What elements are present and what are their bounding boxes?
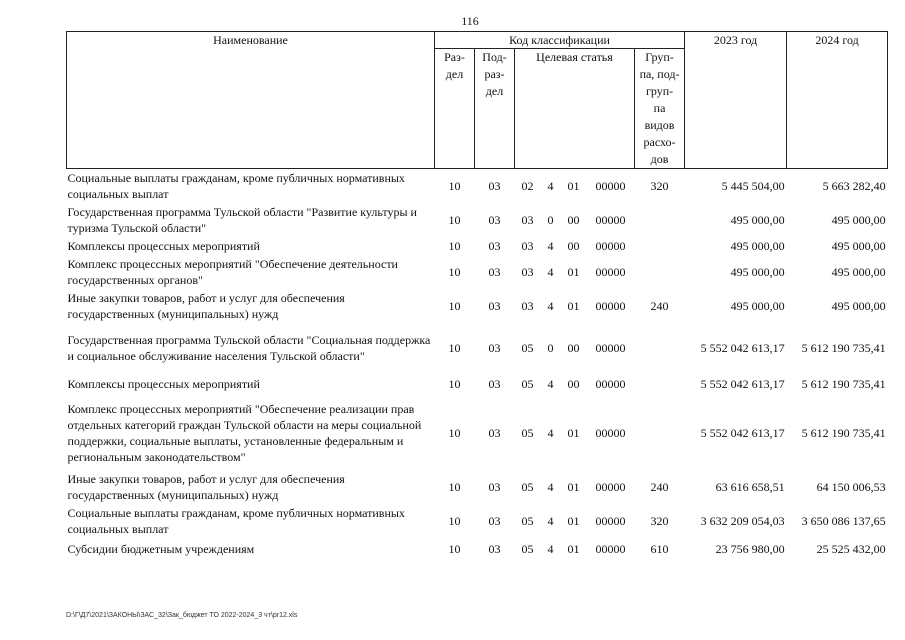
amount-2024: 495 000,00 [831, 239, 886, 253]
table-row [67, 289, 888, 323]
expense-code: 00000 [595, 514, 626, 528]
direction-code: 4 [547, 179, 554, 193]
program-code: 03 [521, 265, 534, 279]
amount-2023: 5 445 504,00 [721, 179, 785, 193]
section-code: 10 [448, 377, 461, 391]
amount-2024: 5 663 282,40 [822, 179, 886, 193]
row-name: Иные закупки товаров, работ и услуг для обеспечения государственных (муниципальных) нужд [67, 472, 345, 502]
event-code: 00 [567, 213, 580, 227]
amount-2023: 23 756 980,00 [715, 542, 785, 556]
event-code: 01 [567, 542, 580, 556]
event-code: 01 [567, 480, 580, 494]
amount-2024: 5 612 190 735,41 [801, 377, 886, 391]
subsection-code: 03 [488, 377, 501, 391]
direction-code: 4 [547, 265, 554, 279]
table-row [67, 504, 888, 538]
program-code: 05 [521, 377, 534, 391]
header-classification: Код классификации [435, 32, 685, 49]
direction-code: 0 [547, 340, 554, 355]
table-row [67, 470, 888, 504]
table-row [67, 538, 888, 560]
amount-2023: 495 000,00 [730, 265, 785, 279]
amount-2024: 495 000,00 [831, 299, 886, 313]
direction-code: 4 [547, 299, 554, 313]
header-name: Наименование [67, 32, 435, 169]
subsection-code: 03 [488, 239, 501, 253]
header-subsection: Под- раз- дел [475, 49, 515, 169]
row-name: Государственная программа Тульской области "Развитие культуры и туризма Тульской области" [67, 205, 417, 235]
table-row [67, 255, 888, 289]
row-name: Комплекс процессных мероприятий "Обеспечение деятельности государственных органов" [67, 257, 398, 287]
row-name: Комплекс процессных мероприятий "Обеспечение реализации прав отдельных категорий граждан Тульской области на меры социальной поддержки, социальные выплаты, установленные федеральным и региональным законодательством" [67, 402, 422, 464]
section-code: 10 [448, 514, 461, 528]
event-code: 01 [567, 514, 580, 528]
header-year-2023: 2023 год [685, 32, 787, 169]
section-code: 10 [448, 542, 461, 556]
expense-type-code: 320 [650, 514, 669, 528]
direction-code: 4 [547, 542, 554, 556]
row-name: Социальные выплаты гражданам, кроме публичных нормативных социальных выплат [67, 506, 405, 536]
event-code: 01 [567, 265, 580, 279]
event-code: 01 [567, 426, 580, 440]
expense-code: 00000 [595, 377, 626, 391]
table-row [67, 396, 888, 470]
amount-2024: 495 000,00 [831, 213, 886, 227]
event-code: 01 [567, 179, 580, 193]
section-code: 10 [448, 299, 461, 313]
direction-code: 4 [547, 514, 554, 528]
expense-code: 00000 [595, 299, 626, 313]
page-number: 116 [461, 14, 479, 28]
expense-code: 00000 [595, 426, 626, 440]
amount-2023: 63 616 658,51 [715, 480, 785, 494]
expense-type-code [635, 255, 685, 289]
direction-code: 0 [547, 213, 554, 227]
expense-code: 00000 [595, 480, 626, 494]
program-code: 05 [521, 480, 534, 494]
event-code: 00 [567, 377, 580, 391]
direction-code: 4 [547, 426, 554, 440]
event-code: 00 [567, 239, 580, 253]
direction-code: 4 [547, 377, 554, 391]
program-code: 05 [521, 542, 534, 556]
expense-type-code: 610 [650, 542, 669, 556]
expense-type-code: 320 [650, 179, 669, 193]
header-section: Раз- дел [435, 49, 475, 169]
direction-code: 4 [547, 480, 554, 494]
subsection-code: 03 [488, 179, 501, 193]
expense-type-code [635, 237, 685, 255]
program-code: 02 [521, 179, 534, 193]
amount-2023: 5 552 042 613,17 [700, 377, 785, 391]
section-code: 10 [448, 179, 461, 193]
section-code: 10 [448, 239, 461, 253]
budget-table [66, 31, 888, 560]
section-code: 10 [448, 426, 461, 440]
section-code: 10 [448, 213, 461, 227]
amount-2023: 495 000,00 [730, 213, 785, 227]
expense-code: 00000 [595, 239, 626, 253]
row-name: Комплексы процессных мероприятий [67, 377, 260, 391]
row-name: Социальные выплаты гражданам, кроме публичных нормативных социальных выплат [67, 171, 405, 201]
subsection-code: 03 [488, 480, 501, 494]
amount-2024: 64 150 006,53 [816, 480, 886, 494]
event-code: 00 [567, 340, 580, 355]
expense-code: 00000 [595, 213, 626, 227]
amount-2023: 5 552 042 613,17 [700, 426, 785, 440]
header-expense-group: Груп- па, под- груп- па видов расхо- дов [635, 49, 685, 169]
amount-2023: 5 552 042 613,17 [700, 340, 785, 355]
expense-type-code: 240 [650, 299, 669, 313]
expense-type-code [635, 203, 685, 237]
expense-code: 00000 [595, 179, 626, 193]
expense-type-code [635, 372, 685, 396]
file-path-footer: D:\Г\Д7\2021\ЗАКОНЫ\ЗАС_32\Зак_бюджет ТО 2022-2024_3 чт\pr12.xls [66, 612, 298, 619]
row-name: Государственная программа Тульской области "Социальная поддержка и социальное обслуживание населения Тульской области" [67, 332, 431, 363]
expense-type-code [635, 396, 685, 470]
subsection-code: 03 [488, 340, 501, 355]
table-body [67, 169, 888, 561]
section-code: 10 [448, 480, 461, 494]
subsection-code: 03 [488, 213, 501, 227]
subsection-code: 03 [488, 514, 501, 528]
program-code: 03 [521, 299, 534, 313]
expense-code: 00000 [595, 340, 626, 355]
amount-2024: 5 612 190 735,41 [801, 426, 886, 440]
table-row [67, 169, 888, 204]
amount-2023: 495 000,00 [730, 239, 785, 253]
amount-2023: 495 000,00 [730, 299, 785, 313]
expense-type-code: 240 [650, 480, 669, 494]
header-year-2024: 2024 год [787, 32, 888, 169]
section-code: 10 [448, 265, 461, 279]
direction-code: 4 [547, 239, 554, 253]
header-target-article: Целевая статья [515, 49, 635, 169]
program-code: 05 [521, 426, 534, 440]
expense-code: 00000 [595, 542, 626, 556]
table-row [67, 203, 888, 237]
amount-2024: 25 525 432,00 [816, 542, 886, 556]
table-row [67, 323, 888, 372]
event-code: 01 [567, 299, 580, 313]
section-code: 10 [448, 340, 461, 355]
program-code: 03 [521, 239, 534, 253]
program-code: 05 [521, 514, 534, 528]
program-code: 05 [521, 340, 534, 355]
expense-type-code [635, 323, 685, 372]
row-name: Иные закупки товаров, работ и услуг для обеспечения государственных (муниципальных) нужд [67, 291, 345, 321]
subsection-code: 03 [488, 542, 501, 556]
table-row [67, 372, 888, 396]
subsection-code: 03 [488, 426, 501, 440]
amount-2024: 3 650 086 137,65 [801, 514, 886, 528]
amount-2023: 3 632 209 054,03 [700, 514, 785, 528]
amount-2024: 5 612 190 735,41 [801, 340, 886, 355]
header-row-1 [67, 32, 888, 49]
program-code: 03 [521, 213, 534, 227]
table-row [67, 237, 888, 255]
row-name: Комплексы процессных мероприятий [67, 239, 260, 253]
expense-code: 00000 [595, 265, 626, 279]
row-name: Субсидии бюджетным учреждениям [67, 542, 255, 556]
amount-2024: 495 000,00 [831, 265, 886, 279]
subsection-code: 03 [488, 299, 501, 313]
subsection-code: 03 [488, 265, 501, 279]
